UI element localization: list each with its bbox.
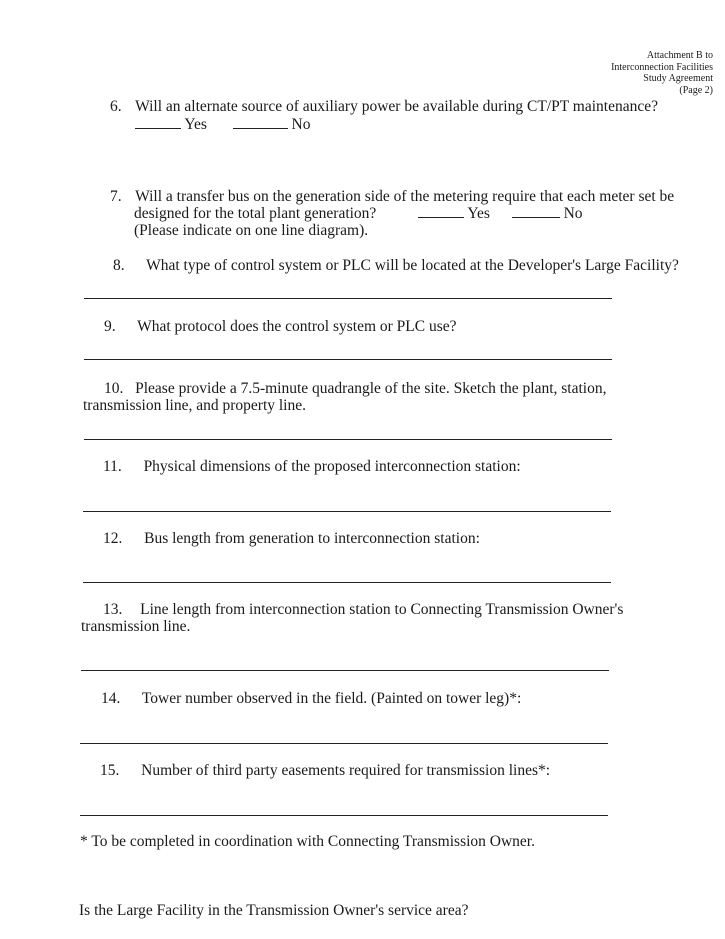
footnote: * To be completed in coordination with Connecting Transmission Owner. bbox=[80, 833, 535, 850]
question-15-text: Number of third party easements required for transmission lines*: bbox=[141, 762, 551, 779]
question-7-line-2: designed for the total plant generation? bbox=[134, 205, 377, 222]
q6-no-blank[interactable] bbox=[233, 116, 288, 129]
header-line-1: Attachment B to bbox=[646, 50, 713, 61]
question-11 bbox=[103, 458, 521, 476]
q6-yes-label: Yes bbox=[184, 116, 207, 133]
question-12-text: Bus length from generation to interconnection station: bbox=[144, 530, 480, 547]
question-8 bbox=[113, 257, 679, 275]
q7-yes-label: Yes bbox=[467, 205, 490, 222]
question-7 bbox=[110, 188, 674, 206]
answer-line-14[interactable] bbox=[80, 743, 608, 744]
question-12 bbox=[103, 530, 480, 548]
question-11-number: 11. bbox=[103, 458, 122, 475]
header-line-2: Interconnection Facilities bbox=[611, 61, 713, 73]
question-6 bbox=[110, 98, 658, 116]
question-7-line-3: (Please indicate on one line diagram). bbox=[134, 222, 369, 239]
question-7-line-1: Will a transfer bus on the generation side of the metering require that each meter set be bbox=[135, 188, 675, 205]
question-10 bbox=[104, 380, 606, 398]
answer-line-13[interactable] bbox=[81, 670, 609, 671]
q6-yes-blank[interactable] bbox=[135, 116, 181, 129]
question-14-number: 14. bbox=[101, 690, 121, 707]
question-9 bbox=[104, 318, 457, 336]
question-8-text: What type of control system or PLC will be located at the Developer's Large Facility? bbox=[146, 257, 679, 274]
question-13-number: 13. bbox=[103, 601, 123, 618]
q6-no-label: No bbox=[291, 116, 311, 133]
answer-line-8[interactable] bbox=[84, 298, 612, 299]
header-line-4: (Page 2) bbox=[679, 84, 713, 96]
question-14-text: Tower number observed in the field. (Painted on tower leg)*: bbox=[141, 690, 522, 707]
question-9-text: What protocol does the control system or PLC use? bbox=[137, 318, 457, 335]
header-line-3: Study Agreement bbox=[643, 73, 713, 84]
question-13-line-2: transmission line. bbox=[81, 618, 191, 635]
question-11-text: Physical dimensions of the proposed interconnection station: bbox=[143, 458, 521, 475]
question-12-number: 12. bbox=[103, 530, 123, 547]
question-7-number: 7. bbox=[110, 188, 122, 205]
q7-yes-blank[interactable] bbox=[418, 205, 464, 218]
answer-line-10[interactable] bbox=[84, 439, 612, 440]
question-8-number: 8. bbox=[113, 257, 125, 274]
answer-line-15[interactable] bbox=[80, 815, 608, 816]
answer-line-11[interactable] bbox=[83, 511, 611, 512]
question-6-text: Will an alternate source of auxiliary power be available during CT/PT maintenance? bbox=[135, 98, 658, 115]
question-13-line-1: Line length from interconnection station to Connecting Transmission Owner's bbox=[140, 601, 624, 618]
question-9-number: 9. bbox=[104, 318, 116, 335]
answer-line-9[interactable] bbox=[84, 359, 612, 360]
question-10-line-1: Please provide a 7.5-minute quadrangle of the site. Sketch the plant, station, bbox=[135, 380, 607, 397]
attachment-header bbox=[611, 50, 713, 96]
question-7-line-2-row bbox=[134, 205, 583, 223]
question-14 bbox=[101, 690, 521, 708]
question-15 bbox=[100, 762, 550, 780]
answer-line-12[interactable] bbox=[83, 582, 611, 583]
q7-no-blank[interactable] bbox=[512, 205, 560, 218]
question-6-number: 6. bbox=[110, 98, 122, 115]
question-15-number: 15. bbox=[100, 762, 120, 779]
question-10-line-2: transmission line, and property line. bbox=[83, 397, 306, 414]
final-question: Is the Large Facility in the Transmission Owner's service area? bbox=[79, 902, 469, 919]
question-10-number: 10. bbox=[104, 380, 124, 397]
question-13 bbox=[103, 601, 623, 619]
question-6-answers bbox=[135, 116, 310, 134]
q7-no-label: No bbox=[563, 205, 583, 222]
